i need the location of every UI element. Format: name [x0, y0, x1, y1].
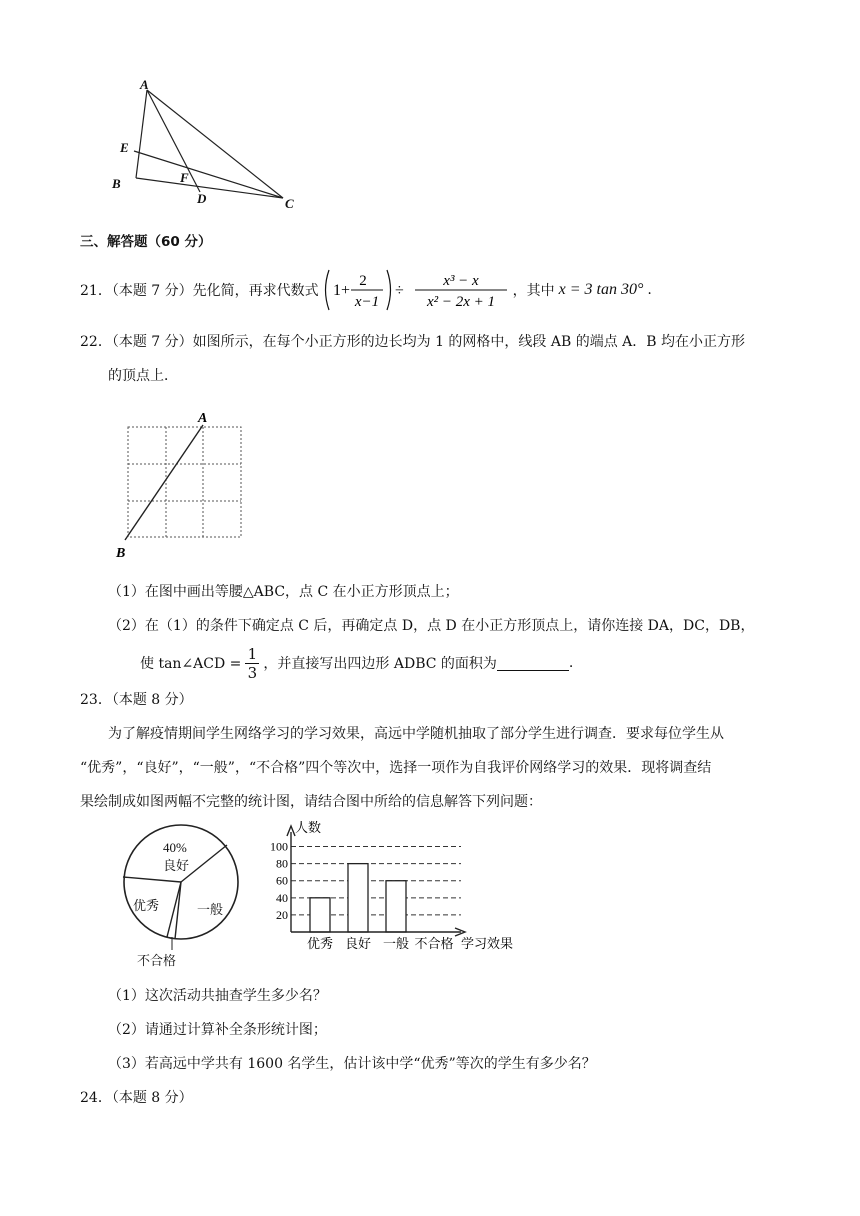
y-tick-label: 40	[276, 890, 288, 905]
svg-text:1+: 1+	[332, 282, 350, 299]
q22-sub1: （1）在图中画出等腰△ABC，点 C 在小正方形顶点上；	[108, 584, 459, 600]
q21-prefix: 21．（本题 7 分）先化简，再求代数式	[80, 283, 319, 299]
pie-percent-label: 40%	[163, 840, 187, 855]
q22-tan-prefix: 使 tan∠ACD =	[140, 656, 242, 672]
q22-end: .	[568, 655, 574, 671]
q22-suffix: ，并直接写出四边形 ADBC 的面积为	[263, 656, 497, 672]
q24-header: 24．（本题 8 分）	[80, 1090, 193, 1106]
q21-condition: x = 3 tan 30°	[558, 281, 644, 298]
q22-frac-num: 1	[247, 644, 258, 663]
category-label: 不合格	[414, 936, 454, 951]
q21-suffix: ，其中	[512, 283, 555, 299]
pie-label-excellent: 优秀	[133, 898, 160, 913]
q22-sub2b	[140, 642, 573, 684]
svg-text:÷: ÷	[394, 282, 404, 299]
label-b: B	[112, 176, 121, 191]
q22-sub2: （2）在（1）的条件下确定点 C 后，再确定点 D，点 D 在小正方形顶点上，请你连接 DA，DC，DB，	[108, 618, 755, 634]
label-d: D	[197, 191, 207, 206]
category-label: 一般	[382, 936, 410, 951]
bar-0	[310, 898, 330, 932]
svg-text:2: 2	[358, 273, 367, 289]
segment-ab	[136, 90, 147, 178]
pie-chart	[115, 822, 275, 977]
label-a: A	[140, 77, 149, 92]
section-title: 三、解答题（60 分）	[80, 234, 212, 250]
grid-label-b: B	[116, 546, 126, 561]
question-21	[80, 268, 652, 312]
y-tick-label: 100	[270, 839, 288, 854]
q22-line1: 22．（本题 7 分）如图所示，在每个小正方形的边长均为 1 的网格中，线段 AB 的端点 A．B 均在小正方形	[80, 334, 746, 350]
answer-blank[interactable]	[497, 656, 569, 671]
segment-ec	[134, 151, 283, 198]
q22-line2: 的顶点上．	[108, 368, 178, 384]
q23-para1: 为了解疫情期间学生网络学习的学习效果，高远中学随机抽取了部分学生进行调查．要求每位学生从	[108, 726, 724, 742]
grid-figure	[110, 405, 255, 565]
bar-2	[386, 881, 406, 932]
pie-label-average: 一般	[197, 902, 224, 917]
svg-text:x−1: x−1	[354, 294, 379, 310]
category-label: 良好	[344, 936, 372, 951]
q23-header: 23．（本题 8 分）	[80, 692, 193, 708]
q23-q1: （1）这次活动共抽查学生多少名？	[108, 988, 327, 1004]
label-c: C	[285, 196, 294, 211]
q23-para3: 果绘制成如图两幅不完整的统计图，请结合图中所给的信息解答下列问题：	[80, 794, 542, 810]
y-tick-label: 20	[276, 907, 288, 922]
q22-fraction	[245, 645, 259, 682]
q21-end: .	[647, 282, 652, 298]
q23-q3: （3）若高远中学共有 1600 名学生，估计该中学“优秀”等次的学生有多少名？	[108, 1056, 596, 1072]
y-axis-label: 人数	[295, 821, 322, 836]
svg-text:x² − 2x + 1: x² − 2x + 1	[426, 294, 495, 310]
svg-text:x³ − x: x³ − x	[442, 273, 479, 289]
x-axis-label: 学习效果	[461, 937, 514, 952]
q23-para2: “优秀”，“良好”，“一般”，“不合格”四个等次中，选择一项作为自我评价网络学习的效果．现将调查结	[80, 760, 712, 776]
y-tick-label: 80	[276, 856, 288, 871]
bar-chart	[265, 818, 535, 958]
q22-frac-den: 3	[245, 663, 259, 682]
category-label: 优秀	[306, 936, 334, 951]
segment-ab-grid	[125, 425, 203, 540]
pie-label-fail: 不合格	[137, 953, 177, 968]
bar-1	[348, 864, 368, 932]
q23-q2: （2）请通过计算补全条形统计图；	[108, 1022, 327, 1038]
grid-label-a: A	[198, 411, 208, 426]
label-e: E	[120, 140, 129, 155]
label-f: F	[180, 170, 189, 185]
triangle-figure	[100, 70, 310, 220]
y-tick-label: 60	[276, 873, 288, 888]
segment-ad	[147, 90, 200, 192]
pie-label-good: 良好	[163, 858, 190, 873]
